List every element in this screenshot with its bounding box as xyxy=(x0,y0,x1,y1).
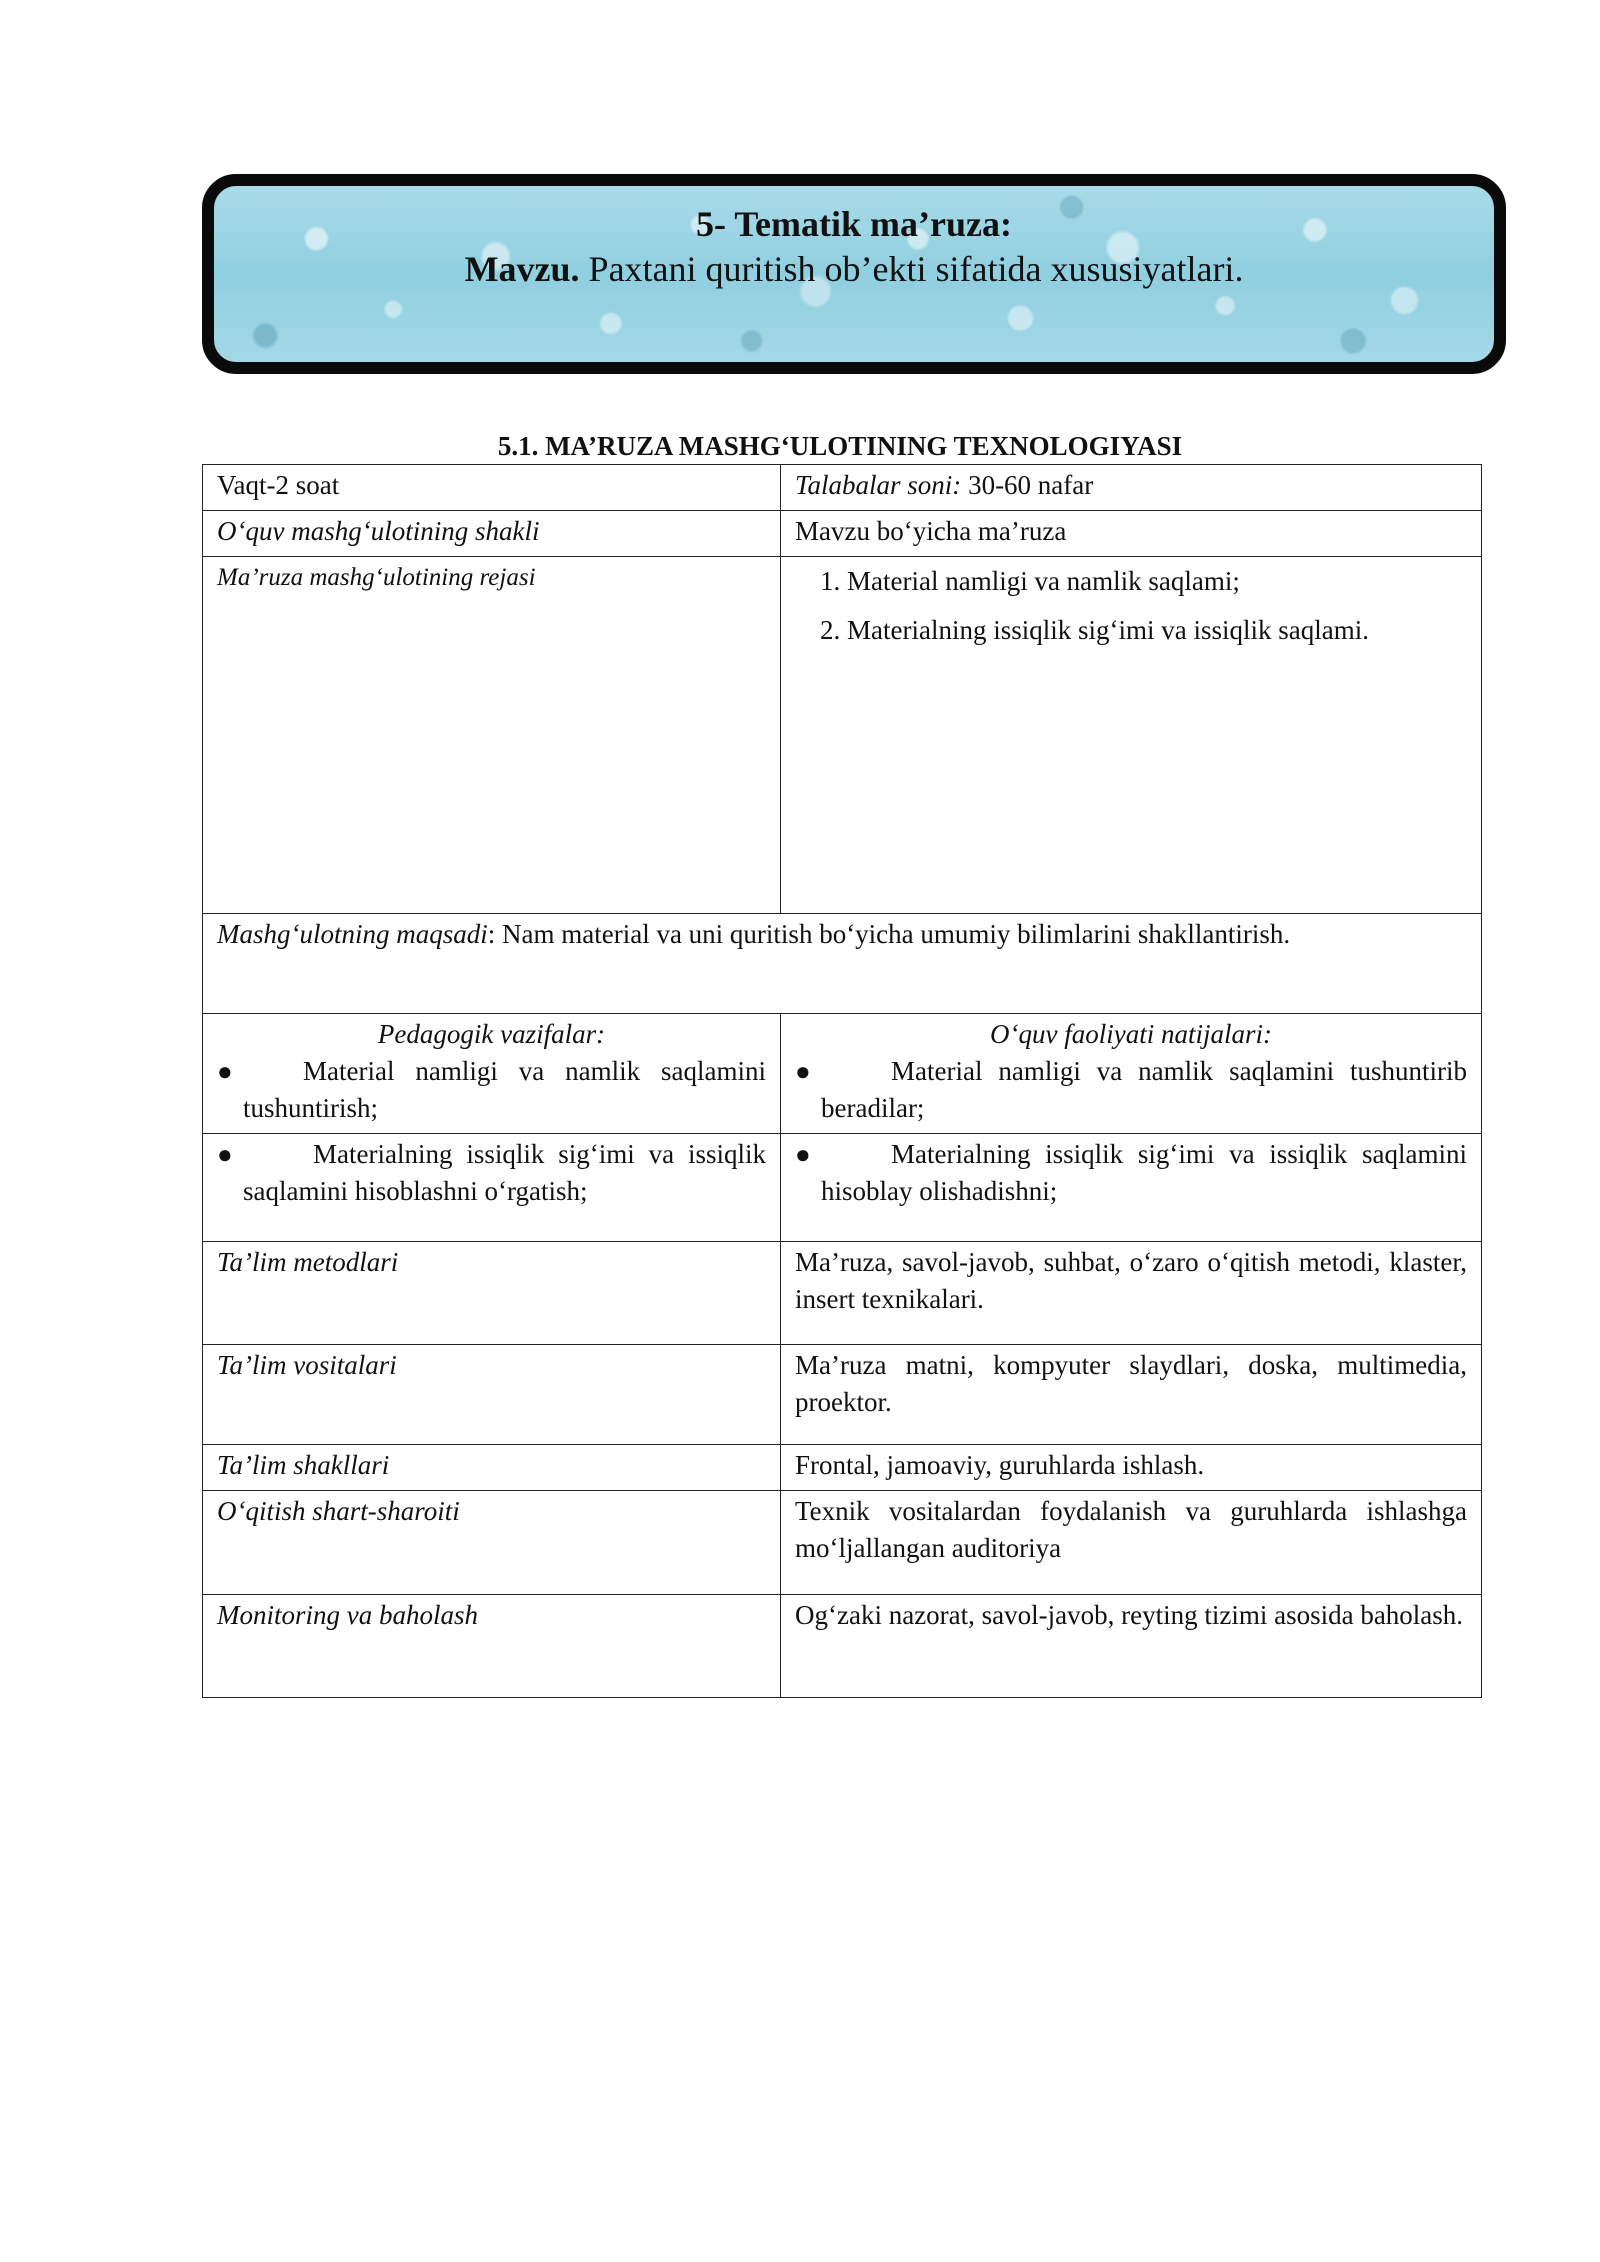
table-row xyxy=(203,465,1482,511)
form-label: O‘quv mashg‘ulotining shakli xyxy=(203,511,781,557)
methods-label: Ta’lim metodlari xyxy=(203,1242,781,1345)
table-row xyxy=(203,511,1482,557)
table-row xyxy=(203,1134,1482,1242)
table-row xyxy=(203,557,1482,914)
table-row xyxy=(203,1014,1482,1134)
table-row xyxy=(203,1595,1482,1698)
list-item xyxy=(217,1053,766,1127)
task-text: Materialning issiqlik sig‘imi va issiqlik saqlamini hisoblashni o‘rgatish; xyxy=(243,1139,766,1206)
goal-text: : Nam material va uni quritish bo‘yicha umumiy bilimlarini shakllantirish. xyxy=(487,919,1291,949)
banner-topic-text: Paxtani quritish ob’ekti sifatida xususiyatlari. xyxy=(579,249,1244,289)
table-row xyxy=(203,1345,1482,1445)
conditions-value: Texnik vositalardan foydalanish va guruhlarda ishlashga mo‘ljallangan auditoriya xyxy=(781,1491,1482,1595)
bullet-icon: ● xyxy=(217,1140,233,1169)
results-cell-1 xyxy=(781,1014,1482,1134)
students-label: Talabalar soni: xyxy=(795,470,962,500)
banner-topic-label: Mavzu. xyxy=(464,249,580,289)
list-item xyxy=(795,1136,1467,1210)
bullet-icon: ● xyxy=(795,1057,811,1086)
results-header: O‘quv faoliyati natijalari: xyxy=(990,1019,1272,1049)
list-item xyxy=(217,1136,766,1210)
monitoring-value: Og‘zaki nazorat, savol-javob, reyting tizimi asosida baholash. xyxy=(781,1595,1482,1698)
conditions-label: O‘qitish shart-sharoiti xyxy=(203,1491,781,1595)
methods-value: Ma’ruza, savol-javob, suhbat, o‘zaro o‘qitish metodi, klaster, insert texnikalari. xyxy=(781,1242,1482,1345)
bullet-icon: ● xyxy=(217,1057,233,1086)
result-text: Material namligi va namlik saqlamini tushuntirib beradilar; xyxy=(821,1056,1467,1123)
section-title: 5.1. MA’RUZA MASHG‘ULOTINING TEXNOLOGIYASI xyxy=(497,431,1183,461)
plan-item: 1. Material namligi va namlik saqlami; xyxy=(847,563,1467,600)
plan-label: Ma’ruza mashg‘ulotining rejasi xyxy=(203,557,781,914)
bullet-icon: ● xyxy=(795,1140,811,1169)
banner-topic xyxy=(214,246,1494,292)
tasks-cell-1 xyxy=(203,1014,781,1134)
banner-title: 5- Tematik ma’ruza: xyxy=(696,204,1012,244)
forms-label: Ta’lim shakllari xyxy=(203,1445,781,1491)
students-value: 30-60 nafar xyxy=(961,470,1094,500)
table-row xyxy=(203,1242,1482,1345)
monitoring-label: Monitoring va baholash xyxy=(203,1595,781,1698)
tools-value: Ma’ruza matni, kompyuter slaydlari, doska, multimedia, proektor. xyxy=(781,1345,1482,1445)
table-row xyxy=(203,1491,1482,1595)
form-value: Mavzu bo‘yicha ma’ruza xyxy=(781,511,1482,557)
plan-item: 2. Materialning issiqlik sig‘imi va issiqlik saqlami. xyxy=(847,612,1467,649)
plan-list xyxy=(795,563,1467,649)
task-text: Material namligi va namlik saqlamini tushuntirish; xyxy=(243,1056,766,1123)
lesson-technology-table xyxy=(202,464,1482,1698)
forms-value: Frontal, jamoaviy, guruhlarda ishlash. xyxy=(781,1445,1482,1491)
table-row xyxy=(203,1445,1482,1491)
result-text: Materialning issiqlik sig‘imi va issiqlik saqlamini hisoblay olishadishni; xyxy=(821,1139,1467,1206)
results-cell-2 xyxy=(781,1134,1482,1242)
plan-cell xyxy=(781,557,1482,914)
students-cell xyxy=(781,465,1482,511)
tools-label: Ta’lim vositalari xyxy=(203,1345,781,1445)
tasks-header: Pedagogik vazifalar: xyxy=(377,1019,606,1049)
table-row xyxy=(203,914,1482,1014)
list-item xyxy=(795,1053,1467,1127)
goal-cell xyxy=(203,914,1482,1014)
tasks-cell-2 xyxy=(203,1134,781,1242)
time-cell: Vaqt-2 soat xyxy=(203,465,781,511)
topic-banner xyxy=(202,174,1506,374)
goal-label: Mashg‘ulotning maqsadi xyxy=(217,919,488,949)
